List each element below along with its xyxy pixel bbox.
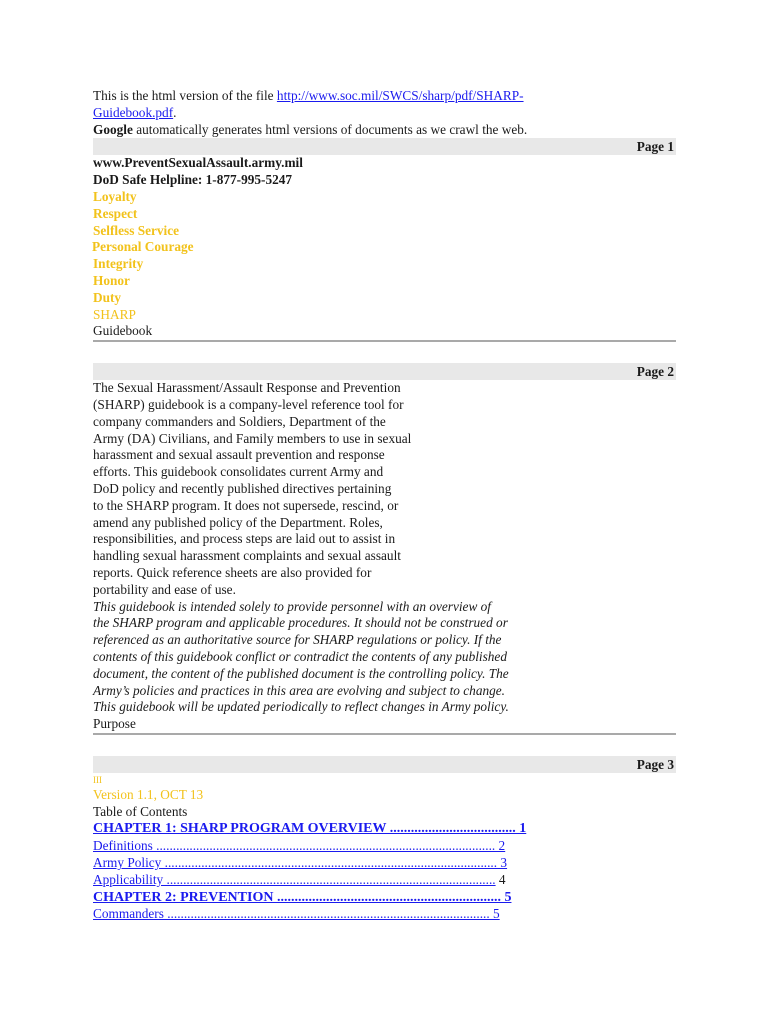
google-line <box>93 122 676 139</box>
toc-entry <box>93 820 676 838</box>
disclaimer-line: This guidebook will be updated periodically to reflect changes in Army policy. <box>93 699 509 715</box>
purpose-line: reports. Quick reference sheets are also provided for <box>93 564 372 580</box>
value-duty: Duty <box>93 289 122 305</box>
toc-section-link[interactable]: Commanders ................................................................................................. 5 <box>93 906 500 922</box>
disclaimer-line: This guidebook is intended solely to provide personnel with an overview of <box>93 598 491 614</box>
purpose-line: harassment and sexual assault prevention and response <box>93 447 385 463</box>
purpose-line: amend any published policy of the Department. Roles, <box>93 514 383 530</box>
purpose-heading: Purpose <box>93 716 136 732</box>
purpose-line: handling sexual harassment complaints and sexual assault <box>93 548 401 564</box>
intro-line <box>93 88 676 105</box>
file-link-cont[interactable]: Guidebook.pdf <box>93 104 174 120</box>
purpose-line: company commanders and Soldiers, Department of the <box>93 413 386 429</box>
value-honor: Honor <box>93 272 130 288</box>
website-text: www.PreventSexualAssault.army.mil <box>93 155 303 171</box>
version-text: Version 1.1, OCT 13 <box>93 786 204 802</box>
purpose-line: portability and ease of use. <box>93 581 236 597</box>
table-of-contents <box>93 820 676 923</box>
disclaimer-line: document, the content of the published document is the controlling policy. The <box>93 665 509 681</box>
purpose-line: DoD policy and recently published directives pertaining <box>93 480 392 496</box>
page-1-label: Page 1 <box>93 138 676 155</box>
value-personal-courage: Personal Courage <box>92 239 194 255</box>
toc-entry <box>93 838 676 855</box>
toc-section-link[interactable]: Army Policy .................................................................................................... 3 <box>93 855 508 871</box>
toc-section-link[interactable]: Applicability ................................................................................................... <box>93 871 496 887</box>
google-word: Google <box>93 121 133 137</box>
disclaimer-body <box>93 599 676 717</box>
disclaimer-line: the SHARP program and applicable procedures. It should not be construed or <box>93 615 508 631</box>
helpline-text: DoD Safe Helpline: 1-877-995-5247 <box>93 172 293 188</box>
toc-entry <box>93 855 676 872</box>
purpose-line: Army (DA) Civilians, and Family members to use in sexual <box>93 430 412 446</box>
purpose-line: efforts. This guidebook consolidates current Army and <box>93 464 384 480</box>
google-rest: automatically generates html versions of documents as we crawl the web. <box>132 121 528 137</box>
toc-title: Table of Contents <box>93 803 188 819</box>
intro-prefix: This is the html version of the file <box>93 88 277 103</box>
purpose-body <box>93 380 676 598</box>
guidebook-word: Guidebook <box>93 323 153 339</box>
toc-page-number: 4 <box>495 871 506 887</box>
page-2-label: Page 2 <box>93 363 676 380</box>
roman-numeral: III <box>93 774 102 785</box>
sharp-word: SHARP <box>93 306 136 322</box>
toc-section-link[interactable]: Definitions ...................................................................................................... 2 <box>93 838 506 854</box>
purpose-line: The Sexual Harassment/Assault Response and Prevention <box>93 380 401 396</box>
toc-entry <box>93 906 676 923</box>
file-link[interactable]: http://www.soc.mil/SWCS/sharp/pdf/SHARP- <box>276 88 524 103</box>
file-link-suffix: . <box>173 104 177 120</box>
disclaimer-line: referenced as an authoritative source for SHARP regulations or policy. If the <box>93 632 502 648</box>
purpose-line: responsibilities, and process steps are laid out to assist in <box>93 531 396 547</box>
disclaimer-line: Army’s policies and practices in this area are evolving and subject to change. <box>93 682 506 698</box>
toc-chapter-link[interactable]: CHAPTER 1: SHARP PROGRAM OVERVIEW .................................... 1 <box>93 821 527 837</box>
toc-entry <box>93 872 676 889</box>
intro-line-2 <box>93 105 676 122</box>
page-3-label: Page 3 <box>93 756 676 773</box>
toc-chapter-link[interactable]: CHAPTER 2: PREVENTION ................................................................ 5 <box>93 889 512 905</box>
value-selfless-service: Selfless Service <box>93 222 180 238</box>
value-loyalty: Loyalty <box>93 188 137 204</box>
value-integrity: Integrity <box>93 256 144 272</box>
purpose-line: (SHARP) guidebook is a company-level reference tool for <box>93 396 404 412</box>
toc-entry <box>93 889 676 907</box>
document-body <box>93 88 676 923</box>
value-respect: Respect <box>93 205 138 221</box>
disclaimer-line: contents of this guidebook conflict or contradict the contents of any published <box>93 648 507 664</box>
purpose-line: to the SHARP program. It does not supersede, rescind, or <box>93 497 399 513</box>
